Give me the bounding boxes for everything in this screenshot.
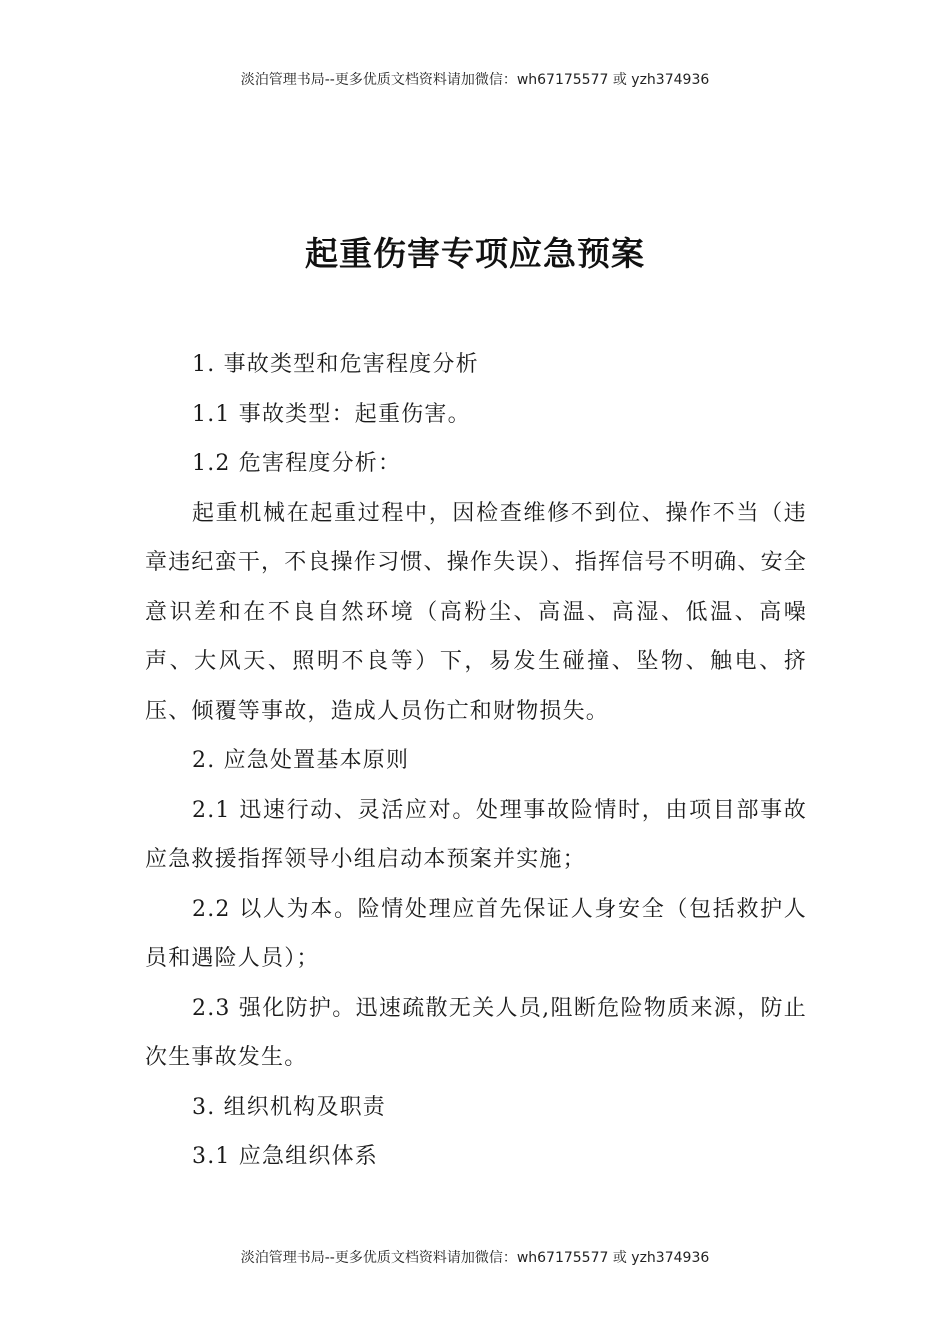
section-3-heading: 3. 组织机构及职责 <box>192 1094 386 1120</box>
section-1-2-heading: 1.2 危害程度分析： <box>192 451 402 476</box>
footer-watermark-note: 淡泊管理书局--更多优质文档资料请加微信：wh67175577 或 yzh374936 <box>240 1250 710 1266</box>
section-3-1-heading: 3.1 应急组织体系 <box>192 1144 378 1169</box>
document-title: 起重伤害专项应急预案 <box>305 234 645 273</box>
principle-2-3-paragraph: 2.3 强化防护。迅速疏散无关人员,阻断危险物质来源，防止次生事故发生。 <box>145 995 807 1070</box>
principle-2-1-paragraph: 2.1 迅速行动、灵活应对。处理事故险情时，由项目部事故应急救援指挥领导小组启动本预案并实施； <box>145 797 807 872</box>
section-1-1-heading: 1.1 事故类型：起重伤害。 <box>192 401 471 427</box>
header-watermark-note: 淡泊管理书局--更多优质文档资料请加微信：wh67175577 或 yzh374936 <box>240 72 710 88</box>
document-body <box>145 340 807 1182</box>
hazard-analysis-paragraph: 起重机械在起重过程中，因检查维修不到位、操作不当（违章违纪蛮干，不良操作习惯、操作失误）、指挥信号不明确、安全意识差和在不良自然环境（高粉尘、高温、高湿、低温、高噪声、大风天、照明不良等）下，易发生碰撞、坠物、触电、挤压、倾覆等事故，造成人员伤亡和财物损失。 <box>145 500 807 724</box>
section-1-heading: 1. 事故类型和危害程度分析 <box>192 352 479 377</box>
section-2-heading: 2. 应急处置基本原则 <box>192 748 410 773</box>
principle-2-2-paragraph: 2.2 以人为本。险情处理应首先保证人身安全（包括救护人员和遇险人员）； <box>145 896 807 971</box>
